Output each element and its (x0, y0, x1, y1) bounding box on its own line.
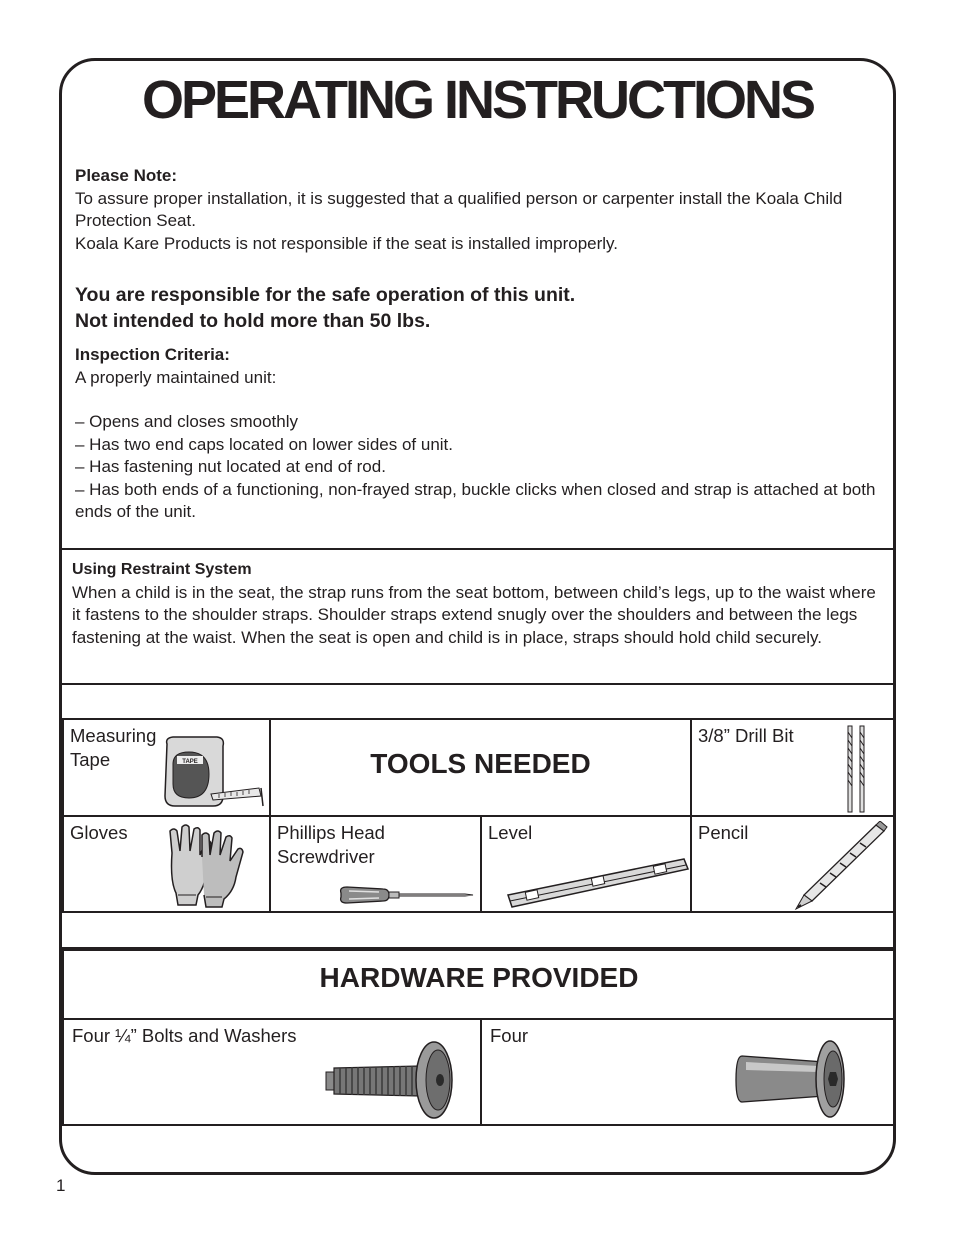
restraint-body: When a child is in the seat, the strap runs from the seat bottom, between child’s legs, up to the waist where it fastens to the shoulder straps. Shoulder straps extend snugly over the shoulders and between the legs fastening at the waist. When the seat is open and child is in place, straps should hold child securely. (72, 582, 876, 647)
barrel-nut-icon (732, 1036, 852, 1122)
gloves-icon (162, 823, 252, 909)
measuring-tape-icon (159, 734, 269, 814)
divider (62, 683, 893, 685)
warning-line2: Not intended to hold more than 50 lbs. (75, 310, 431, 332)
inspection-item: – Has both ends of a functioning, non-frayed strap, buckle clicks when closed and strap is attached at both ends of the unit. (75, 479, 876, 521)
tool-cell-measuring-tape (62, 718, 271, 817)
tool-cell-gloves (62, 815, 271, 913)
hardware-label: Four (490, 1025, 529, 1046)
divider (62, 548, 893, 550)
tools-heading: TOOLS NEEDED (370, 748, 591, 779)
tool-cell-level (480, 815, 692, 913)
tool-label: Level (488, 822, 533, 843)
hardware-heading: HARDWARE PROVIDED (319, 962, 639, 993)
inspection-item: – Has fastening nut located at end of rod. (75, 457, 386, 476)
hardware-heading-cell (62, 947, 896, 1020)
inspection-intro: A properly maintained unit: (75, 367, 277, 387)
drill-bit-icon (842, 724, 872, 816)
inspection-section (75, 344, 885, 524)
page-number: 1 (56, 1176, 66, 1195)
please-note-line1: To assure proper installation, it is suggested that a qualified person or carpenter install the Koala Child Protection Seat. (75, 188, 843, 230)
tape-brand-text: TAPE (182, 759, 198, 765)
tool-cell-pencil (690, 815, 896, 913)
tool-label: Measuring Tape (70, 725, 157, 770)
tool-label: Gloves (70, 822, 128, 843)
instruction-frame (59, 58, 896, 1175)
please-note-section (75, 165, 885, 255)
pencil-icon (790, 821, 890, 913)
inspection-heading: Inspection Criteria: (75, 345, 230, 364)
safety-warning (75, 282, 575, 334)
restraint-heading: Using Restraint System (72, 561, 252, 578)
tools-heading-cell (269, 718, 692, 817)
restraint-section (72, 559, 887, 649)
screwdriver-icon (337, 883, 479, 911)
hardware-label: Four ¼” Bolts and Washers (72, 1025, 297, 1046)
please-note-line2: Koala Kare Products is not responsible if the seat is installed improperly. (75, 233, 619, 253)
level-icon (504, 855, 690, 911)
inspection-item: – Has two end caps located on lower sides of unit. (75, 434, 453, 454)
tool-label: 3/8” Drill Bit (698, 725, 794, 746)
inspection-item: – Opens and closes smoothly (75, 412, 299, 431)
tool-cell-screwdriver (269, 815, 482, 913)
warning-line1: You are responsible for the safe operation of this unit. (75, 284, 576, 306)
tool-label: Pencil (698, 822, 749, 843)
please-note-heading: Please Note: (75, 166, 178, 185)
hardware-cell-bolts (62, 1018, 482, 1126)
tool-label: Phillips Head Screwdriver (277, 822, 385, 867)
bolt-icon (320, 1036, 460, 1122)
page-title: OPERATING INSTRUCTIONS (141, 70, 813, 130)
hardware-cell-nuts (480, 1018, 896, 1126)
tool-cell-drill-bit (690, 718, 896, 817)
